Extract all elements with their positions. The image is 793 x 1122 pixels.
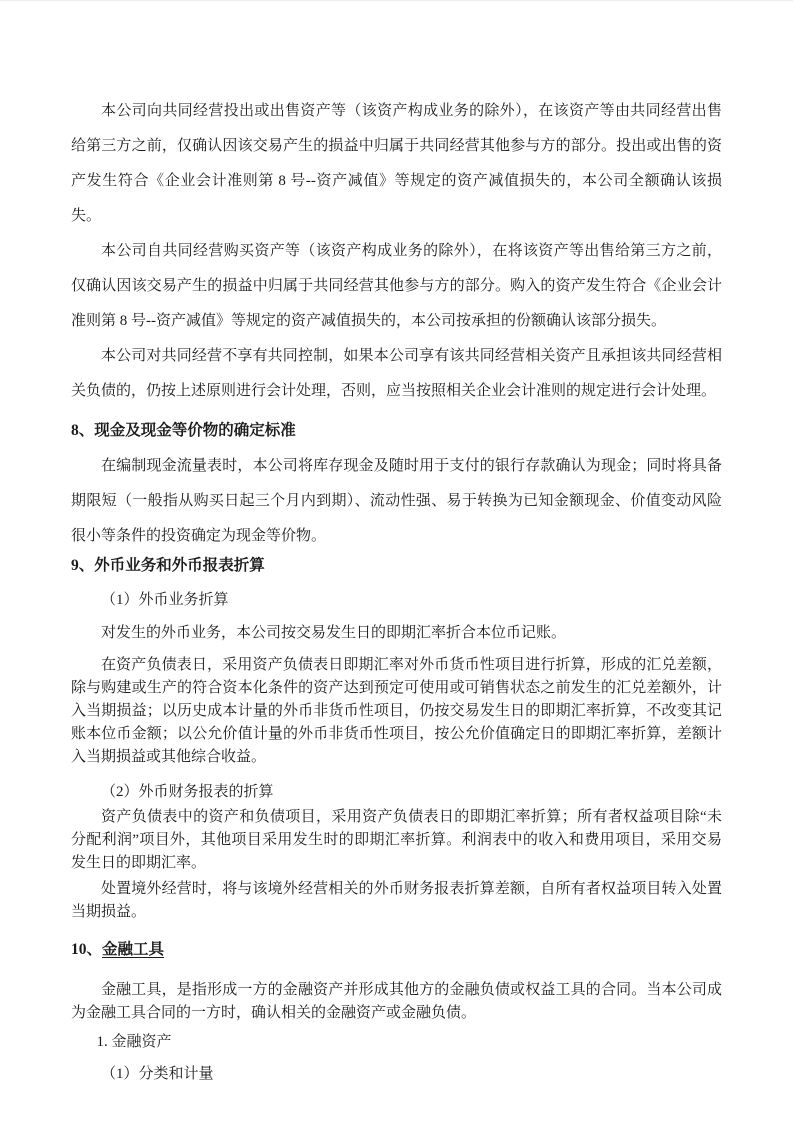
paragraph-joint-operation-no-control: 本公司对共同经营不享有共同控制，如果本公司享有该共同经营相关资产且承担该共同经营相关负债的，仍按上述原则进行会计处理，否则，应当按照相关企业会计准则的规定进行会计处理。 bbox=[71, 348, 722, 399]
heading-10-number-prefix: 10、 bbox=[71, 941, 103, 958]
paragraph-joint-operation-buy: 本公司自共同经营购买资产等（该资产构成业务的除外），在将该资产等出售给第三方之前，仅确认因该交易产生的损益中归属于共同经营其他参与方的部分。购入的资产发生符合《企业会计准则第 8 号--资产减值》等规定的资产减值损失的，本公司按承担的份额确认该部分损失。 bbox=[71, 243, 722, 329]
heading-10-underlined-term: 金融工具 bbox=[102, 941, 165, 958]
paragraph-financial-instruments-definition: 金融工具，是指形成一方的金融资产并形成其他方的金融负债或权益工具的合同。当本公司成为金融工具合同的一方时，确认相关的金融资产或金融负债。 bbox=[71, 982, 722, 1021]
section-heading-8-cash-equivalents: 8、现金及现金等价物的确定标准 bbox=[71, 422, 296, 439]
item-financial-assets: 1. 金融资产 bbox=[96, 1034, 172, 1050]
paragraph-fx-statement-translation: 资产负债表中的资产和负债项目，采用资产负债表日的即期汇率折算；所有者权益项目除“未分配利润”项目外，其他项目采用发生时的即期汇率折算。利润表中的收入和费用项目，采用交易发生日的即期汇率。 bbox=[71, 809, 722, 871]
paragraph-fx-recording: 对发生的外币业务，本公司按交易发生日的即期汇率折合本位币记账。 bbox=[101, 625, 567, 641]
item-classification-measurement: （1）分类和计量 bbox=[101, 1066, 214, 1082]
paragraph-cash-equivalents-criteria: 在编制现金流量表时，本公司将库存现金及随时用于支付的银行存款确认为现金；同时将具备期限短（一般指从购买日起三个月内到期）、流动性强、易于转换为已知金额现金、价值变动风险很小等条件的投资确定为现金等价物。 bbox=[71, 458, 722, 544]
sub-item-fx-statements-translation: （2）外币财务报表的折算 bbox=[101, 784, 274, 800]
paragraph-fx-balance-sheet-date: 在资产负债表日，采用资产负债表日即期汇率对外币货币性项目进行折算，形成的汇兑差额，除与购建或生产的符合资本化条件的资产达到预定可使用或可销售状态之前发生的汇兑差额外，计入当期损益；以历史成本计量的外币非货币性项目，仍按交易发生日的即期汇率折算，不改变其记账本位币金额；以公允价值计量的外币非货币性项目，按公允价值确定日的即期汇率折算，差额计入当期损益或其他综合收益。 bbox=[71, 657, 722, 765]
paragraph-joint-operation-sell: 本公司向共同经营投出或出售资产等（该资产构成业务的除外），在该资产等由共同经营出售给第三方之前，仅确认因该交易产生的损益中归属于共同经营其他参与方的部分。投出或出售的资产发生符合《企业会计准则第 8 号--资产减值》等规定的资产减值损失的，本公司全额确认该损失。 bbox=[71, 103, 722, 224]
section-heading-10-financial-instruments bbox=[71, 938, 722, 962]
section-heading-9-foreign-currency: 9、外币业务和外币报表折算 bbox=[71, 557, 265, 574]
paragraph-fx-disposal: 处置境外经营时，将与该境外经营相关的外币财务报表折算差额，自所有者权益项目转入处置当期损益。 bbox=[71, 881, 722, 920]
sub-item-fx-business-translation: （1）外币业务折算 bbox=[101, 592, 229, 608]
